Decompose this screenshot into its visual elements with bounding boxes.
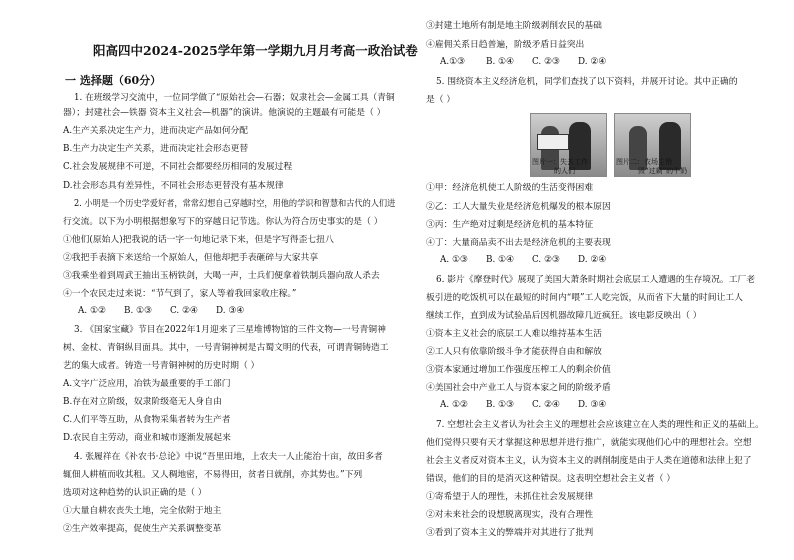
left-line: 选项对这种趋势的认识正确的是（ ）: [63, 488, 207, 498]
option-c: C. ②③: [532, 57, 560, 67]
right-line: ③封建土地所有制是地主阶级剥削农民的基础: [426, 21, 602, 31]
left-line: C.人们平等互助，从食物采集者转为生产者: [63, 415, 231, 425]
page-title: 阳高四中2024-2025学年第一学期九月月考高一政治试卷: [93, 43, 418, 58]
left-line: D.社会形态具有差异性，不同社会形态更替没有基本规律: [63, 181, 284, 191]
right-line: 6. 影片《摩登时代》展现了美国大萧条时期社会底层工人遭遇的生存境况。工厂老: [436, 275, 756, 285]
left-line: A.文字广泛应用，冶铁为最重要的手工部门: [63, 379, 231, 389]
right-line: ①甲：经济危机使工人阶级的生活变得困难: [426, 183, 594, 193]
option-c: C. ②④: [532, 400, 560, 410]
left-line: ①他们(原始人)把我说的话一字一句地记录下来，但是字写得歪七扭八: [63, 235, 334, 245]
answer-options: [78, 306, 262, 316]
right-line: ②乙：工人大量失业是经济危机爆发的根本原因: [426, 202, 611, 212]
option-c: C. ②④: [170, 306, 198, 316]
option-c: C. ②③: [532, 255, 560, 265]
right-line: 是（ ）: [426, 95, 456, 105]
right-line: 社会主义者反对资本主义，认为资本主义的剥削制度是由于人类在道德和法律上犯了: [426, 456, 752, 466]
right-line: 他们觉得只要有天才掌握这种思想并进行推广，就能实现他们心中的理想社会。空想: [426, 438, 752, 448]
left-line: C.社会发展规律不可逆，不同社会都要经历相同的发展过程: [63, 162, 293, 172]
left-line: D.农民自主劳动，商业和城市逐渐发展起来: [63, 433, 231, 443]
left-line: ②我把手表摘下来送给一个原始人，但他却把手表砸碎与大家共享: [63, 253, 319, 263]
option-d: D. ③④: [578, 400, 607, 410]
left-line: 树、金杖、青铜纵目面具。其中，一号青铜神树是古蜀文明的代表，可谓青铜铸造工: [63, 343, 389, 353]
left-line: 辄佃人耕植而收其租。又人稠地密，不易得田，贫者日就削，亦其势也。”下列: [63, 470, 363, 480]
option-a: A. ①②: [440, 400, 468, 410]
right-line: ④美国社会中产业工人与资本家之间的阶级矛盾: [426, 383, 611, 393]
figure-caption: 图片一：失去工作 的人们: [532, 158, 588, 175]
right-line: 5. 围绕资本主义经济危机，同学们查找了以下资料，并展开讨论。其中正确的: [436, 77, 738, 87]
right-line: 板引进的吃饭机可以在最短的时间内“喂”工人吃完饭，从而省下大量的时间让工人: [426, 293, 743, 303]
figure-caption: 图片二：农场主销 毁“过剩”的牛奶: [616, 158, 688, 175]
left-line: 1. 在班级学习交流中，一位同学做了“原始社会—石器；奴隶社会—金属工具（青铜: [74, 93, 395, 103]
left-line: ④一个农民走过来说：“节气到了，家人等着我回家收庄稼。”: [63, 289, 297, 299]
right-line: ①寄希望于人的理性，未抓住社会发展规律: [426, 492, 594, 502]
left-line: 2. 小明是一个历史学爱好者，常常幻想自己穿越时空，用他的学识和智慧和古代的人们进: [74, 199, 396, 209]
option-b: B. ①③: [486, 400, 514, 410]
left-line: 3. 《国家宝藏》节目在2022年1月迎来了三星堆博物馆的三件文物—一号青铜神: [74, 325, 386, 335]
right-line: ③看到了资本主义的弊端并对其进行了批判: [426, 528, 594, 538]
right-line: ①资本主义社会的底层工人难以维持基本生活: [426, 329, 602, 339]
left-line: 艺的集大成者。铸造一号青铜神树的历史时期（ ）: [63, 361, 260, 371]
option-b: B. ①③: [124, 306, 152, 316]
option-a: A.①③: [440, 57, 465, 67]
left-line: 器）；封建社会—铁器 资本主义社会—机器”的演讲。他演说的主题最有可能是（ ）: [63, 108, 386, 118]
right-line: ④丁：大量商品卖不出去是经济危机的主要表现: [426, 238, 611, 248]
answer-options: [440, 255, 624, 265]
option-a: A. ①③: [440, 255, 468, 265]
option-a: A. ①②: [78, 306, 106, 316]
section-heading: 一 选择题（60分）: [65, 74, 162, 87]
option-b: B. ①④: [486, 255, 514, 265]
left-line: ①大量自耕农丧失土地，完全依附于地主: [63, 506, 222, 516]
left-line: A.生产关系决定生产力，进而决定产品如何分配: [63, 126, 249, 136]
right-line: 7. 空想社会主义者认为社会主义的理想社会应该建立在人类的理性和正义的基础上。: [436, 420, 764, 430]
right-line: ③资本家通过增加工作强度压榨工人的剩余价值: [426, 365, 611, 375]
right-line: 错误，他们的目的是消灭这种错误。这表明空想社会主义者（ ）: [426, 474, 676, 484]
left-line: ②生产效率提高，促使生产关系调整变革: [63, 524, 222, 534]
option-b: B. ①④: [486, 57, 514, 67]
option-d: D. ②④: [578, 255, 607, 265]
left-line: ③我乘坐着到周武王抽出玉柄铁剑，大喝一声，士兵们便拿着铁制兵器向敌人杀去: [63, 271, 380, 281]
answer-options: [440, 57, 624, 67]
right-line: ②对未来社会的设想脱离现实，没有合理性: [426, 510, 594, 520]
option-d: D. ②④: [578, 57, 607, 67]
answer-options: [440, 400, 624, 410]
right-line: ④雇佣关系日趋普遍，阶级矛盾日益突出: [426, 40, 585, 50]
right-line: ③丙：生产绝对过剩是经济危机的基本特征: [426, 220, 594, 230]
option-d: D. ③④: [216, 306, 245, 316]
left-line: B.存在对立阶级，奴隶阶级毫无人身自由: [63, 397, 222, 407]
right-line: 继续工作，直到成为试验品后因机器故障几近疯狂。该电影反映出（ ）: [426, 311, 702, 321]
right-line: ②工人只有依靠阶级斗争才能获得自由和解放: [426, 347, 602, 357]
left-line: 4. 张履祥在《补农书·总论》中说“吾里田地，上农夫一人止能治十亩，故田多者: [74, 452, 383, 462]
left-line: B.生产力决定生产关系，进而决定社会形态更替: [63, 144, 249, 154]
left-line: 行交流。以下为小明根据想象写下的穿越日记节选。你认为符合历史事实的是（ ）: [63, 217, 383, 227]
